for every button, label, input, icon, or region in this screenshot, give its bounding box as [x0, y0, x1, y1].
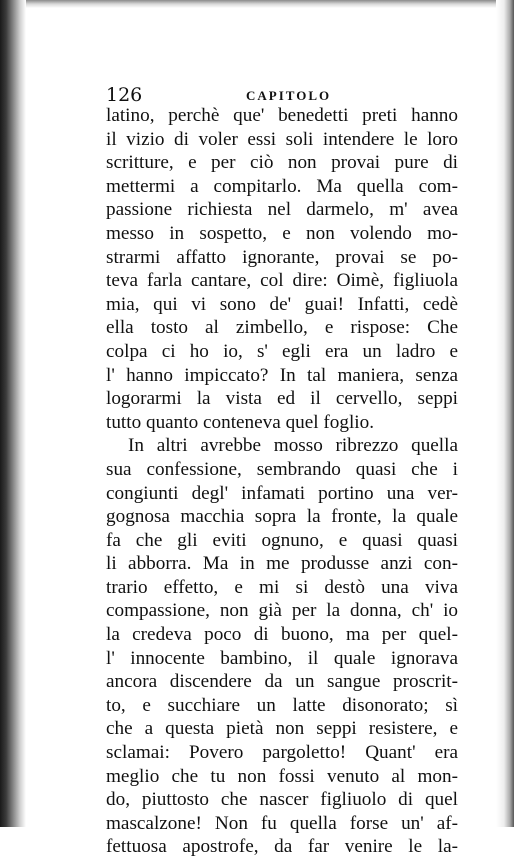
text-line: il vizio di voler essi soli intendere le loro	[106, 128, 458, 150]
text-line: l' innocente bambino, il quale ignorava	[106, 647, 458, 669]
text-line: logorarmi la vista ed il cervello, seppi	[106, 388, 458, 410]
text-line: mia, qui vi sono de' guai! Infatti, cedè	[106, 293, 458, 315]
text-line: fa che gli eviti ognuno, e quasi quasi	[106, 529, 458, 551]
text-line: sua confessione, sembrando quasi che i	[106, 458, 458, 480]
scan-top-edge	[0, 0, 514, 8]
text-line: mascalzone! Non fu quella forse un' af-	[106, 812, 458, 834]
text-line: ella tosto al zimbello, e rispose: Che	[106, 317, 458, 339]
running-head: CAPITOLO	[246, 88, 332, 103]
text-line: sclamai: Povero pargoletto! Quant' era	[106, 742, 458, 764]
text-line: mettermi a compitarlo. Ma quella com-	[106, 175, 458, 197]
text-line: colpa ci ho io, s' egli era un ladro e	[106, 340, 458, 362]
text-line: tutto quanto conteneva quel foglio.	[106, 411, 375, 433]
text-line: li abborra. Ma in me produsse anzi con-	[106, 553, 458, 575]
page-number: 126	[106, 84, 143, 106]
text-line: la credeva poco di buono, ma per quel-	[106, 624, 458, 646]
text-line: compassione, non già per la donna, ch' io	[106, 600, 458, 622]
text-line: trario effetto, e mi si destò una viva	[106, 576, 458, 598]
text-line: gognosa macchia sopra la fronte, la quale	[106, 506, 458, 528]
text-line: passione richiesta nel darmelo, m' avea	[106, 199, 458, 221]
text-line: latino, perchè que' benedetti preti hanno	[106, 105, 458, 126]
text-line: ancora discendere da un sangue proscrit-	[106, 671, 458, 693]
text-line: congiunti degl' infamati portino una ver-	[106, 482, 458, 504]
text-line: strarmi affatto ignorante, provai se po-	[106, 246, 458, 268]
text-line: meglio che tu non fossi venuto al mon-	[106, 765, 458, 787]
paragraph-start-line: In altri avrebbe mosso ribrezzo quella	[128, 435, 458, 457]
body-text	[106, 104, 458, 859]
text-line: do, piuttosto che nascer figliuolo di quel	[106, 789, 458, 811]
text-line: messo in sospetto, e non volendo mo-	[106, 222, 458, 244]
text-line: scritture, e per ciò non provai pure di	[106, 152, 458, 174]
text-line: teva farla cantare, col dire: Oimè, figliuola	[106, 270, 458, 292]
scan-right-edge	[496, 0, 514, 827]
text-line: l' hanno impiccato? In tal maniera, senza	[106, 364, 458, 386]
book-binding-edge	[0, 0, 26, 827]
text-line: fettuosa apostrofe, da far venire le la-	[106, 836, 458, 858]
text-line: che a questa pietà non seppi resistere, e	[106, 718, 458, 740]
text-line: to, e succhiare un latte disonorato; sì	[106, 694, 458, 716]
